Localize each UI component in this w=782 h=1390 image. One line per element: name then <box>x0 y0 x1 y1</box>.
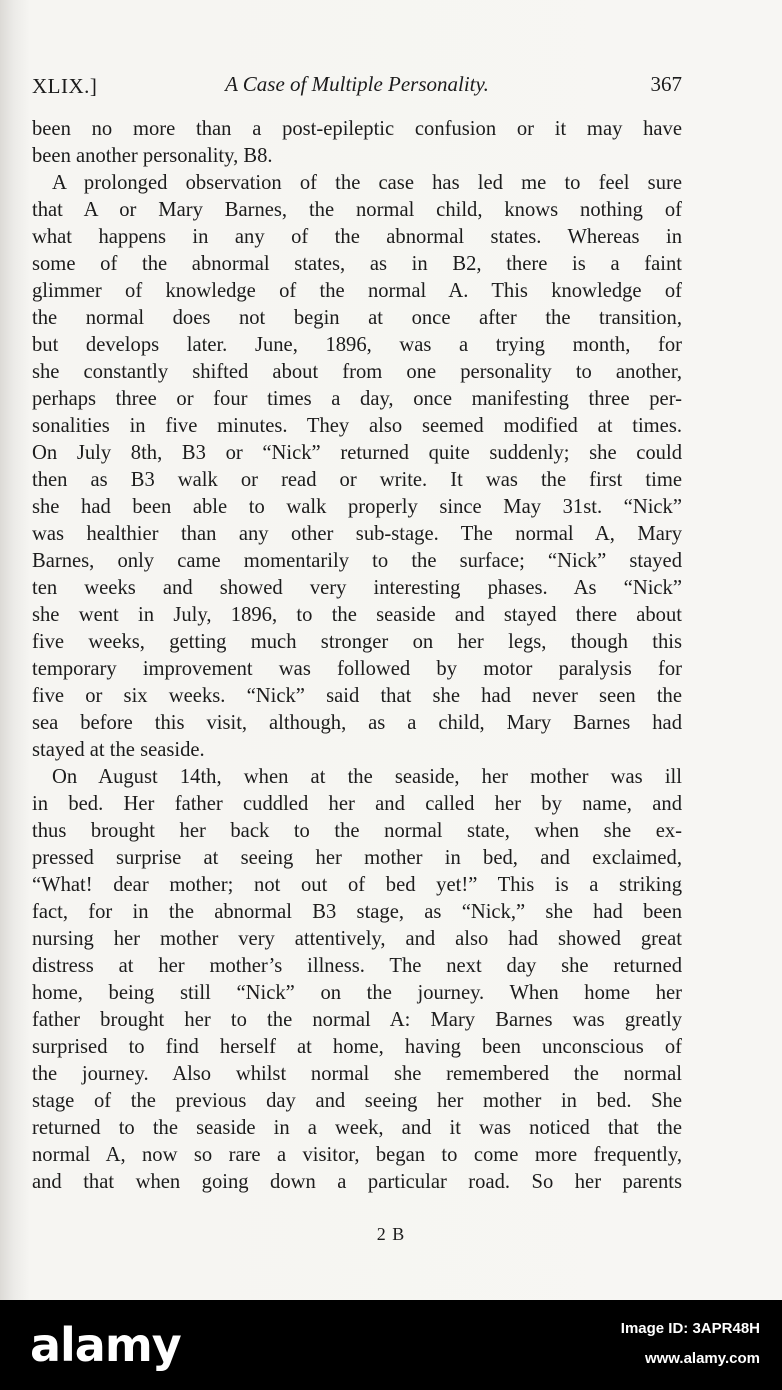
text-line: she went in July, 1896, to the seaside and stayed there about <box>32 604 682 626</box>
text-line: “What! dear mother; not out of bed yet!” This is a striking <box>32 874 682 896</box>
text-line: temporary improvement was followed by motor paralysis for <box>32 658 682 680</box>
text-line: On August 14th, when at the seaside, her mother was ill <box>52 766 682 788</box>
signature-mark: 2 B <box>376 1224 406 1244</box>
image-id: Image ID: 3APR48H <box>620 1320 760 1337</box>
text-line: sonalities in five minutes. They also seemed modified at times. <box>32 415 682 437</box>
text-line: perhaps three or four times a day, once manifesting three per- <box>32 388 682 410</box>
text-line: was healthier than any other sub-stage. The normal A, Mary <box>32 523 682 545</box>
text-line: the journey. Also whilst normal she remembered the normal <box>32 1063 682 1085</box>
text-line: that A or Mary Barnes, the normal child, knows nothing of <box>32 199 682 221</box>
text-line: and that when going down a particular road. So her parents <box>32 1171 682 1193</box>
text-line: thus brought her back to the normal state, when she ex- <box>32 820 682 842</box>
text-line: Barnes, only came momentarily to the surface; “Nick” stayed <box>32 550 682 572</box>
website-url: www.alamy.com <box>644 1350 760 1367</box>
text-line: she had been able to walk properly since May 31st. “Nick” <box>32 496 682 518</box>
text-line: the normal does not begin at once after the transition, <box>32 307 682 329</box>
text-line: returned to the seaside in a week, and it was noticed that the <box>32 1117 682 1139</box>
text-line: stage of the previous day and seeing her mother in bed. She <box>32 1090 682 1112</box>
text-line: nursing her mother very attentively, and also had showed great <box>32 928 682 950</box>
text-line: A prolonged observation of the case has led me to feel sure <box>52 172 682 194</box>
text-line: in bed. Her father cuddled her and called her by name, and <box>32 793 682 815</box>
text-line: home, being still “Nick” on the journey. When home her <box>32 982 682 1004</box>
text-line: glimmer of knowledge of the normal A. This knowledge of <box>32 280 682 302</box>
text-line: surprised to find herself at home, having been unconscious of <box>32 1036 682 1058</box>
text-line: been another personality, B8. <box>32 145 273 167</box>
text-line: normal A, now so rare a visitor, began to come more frequently, <box>32 1144 682 1166</box>
watermark-banner <box>0 1300 782 1390</box>
text-line: pressed surprise at seeing her mother in bed, and exclaimed, <box>32 847 682 869</box>
text-line: ten weeks and showed very interesting phases. As “Nick” <box>32 577 682 599</box>
text-line: what happens in any of the abnormal states. Whereas in <box>32 226 682 248</box>
text-line: been no more than a post-epileptic confusion or it may have <box>32 118 682 140</box>
text-line: stayed at the seaside. <box>32 739 205 761</box>
text-line: fact, for in the abnormal B3 stage, as “Nick,” she had been <box>32 901 682 923</box>
text-line: father brought her to the normal A: Mary Barnes was greatly <box>32 1009 682 1031</box>
text-line: but develops later. June, 1896, was a trying month, for <box>32 334 682 356</box>
chapter-number: XLIX.] <box>32 74 98 98</box>
text-line: some of the abnormal states, as in B2, there is a faint <box>32 253 682 275</box>
alamy-logo: alamy <box>30 1318 181 1372</box>
body-text <box>32 116 682 1196</box>
text-line: five weeks, getting much stronger on her legs, though this <box>32 631 682 653</box>
text-line: distress at her mother’s illness. The next day she returned <box>32 955 682 977</box>
text-line: On July 8th, B3 or “Nick” returned quite suddenly; she could <box>32 442 682 464</box>
text-line: sea before this visit, although, as a child, Mary Barnes had <box>32 712 682 734</box>
page-number: 367 <box>650 72 682 96</box>
running-header <box>32 72 682 102</box>
text-line: she constantly shifted about from one personality to another, <box>32 361 682 383</box>
running-title: A Case of Multiple Personality. <box>225 72 489 96</box>
text-line: then as B3 walk or read or write. It was the first time <box>32 469 682 491</box>
text-line: five or six weeks. “Nick” said that she had never seen the <box>32 685 682 707</box>
